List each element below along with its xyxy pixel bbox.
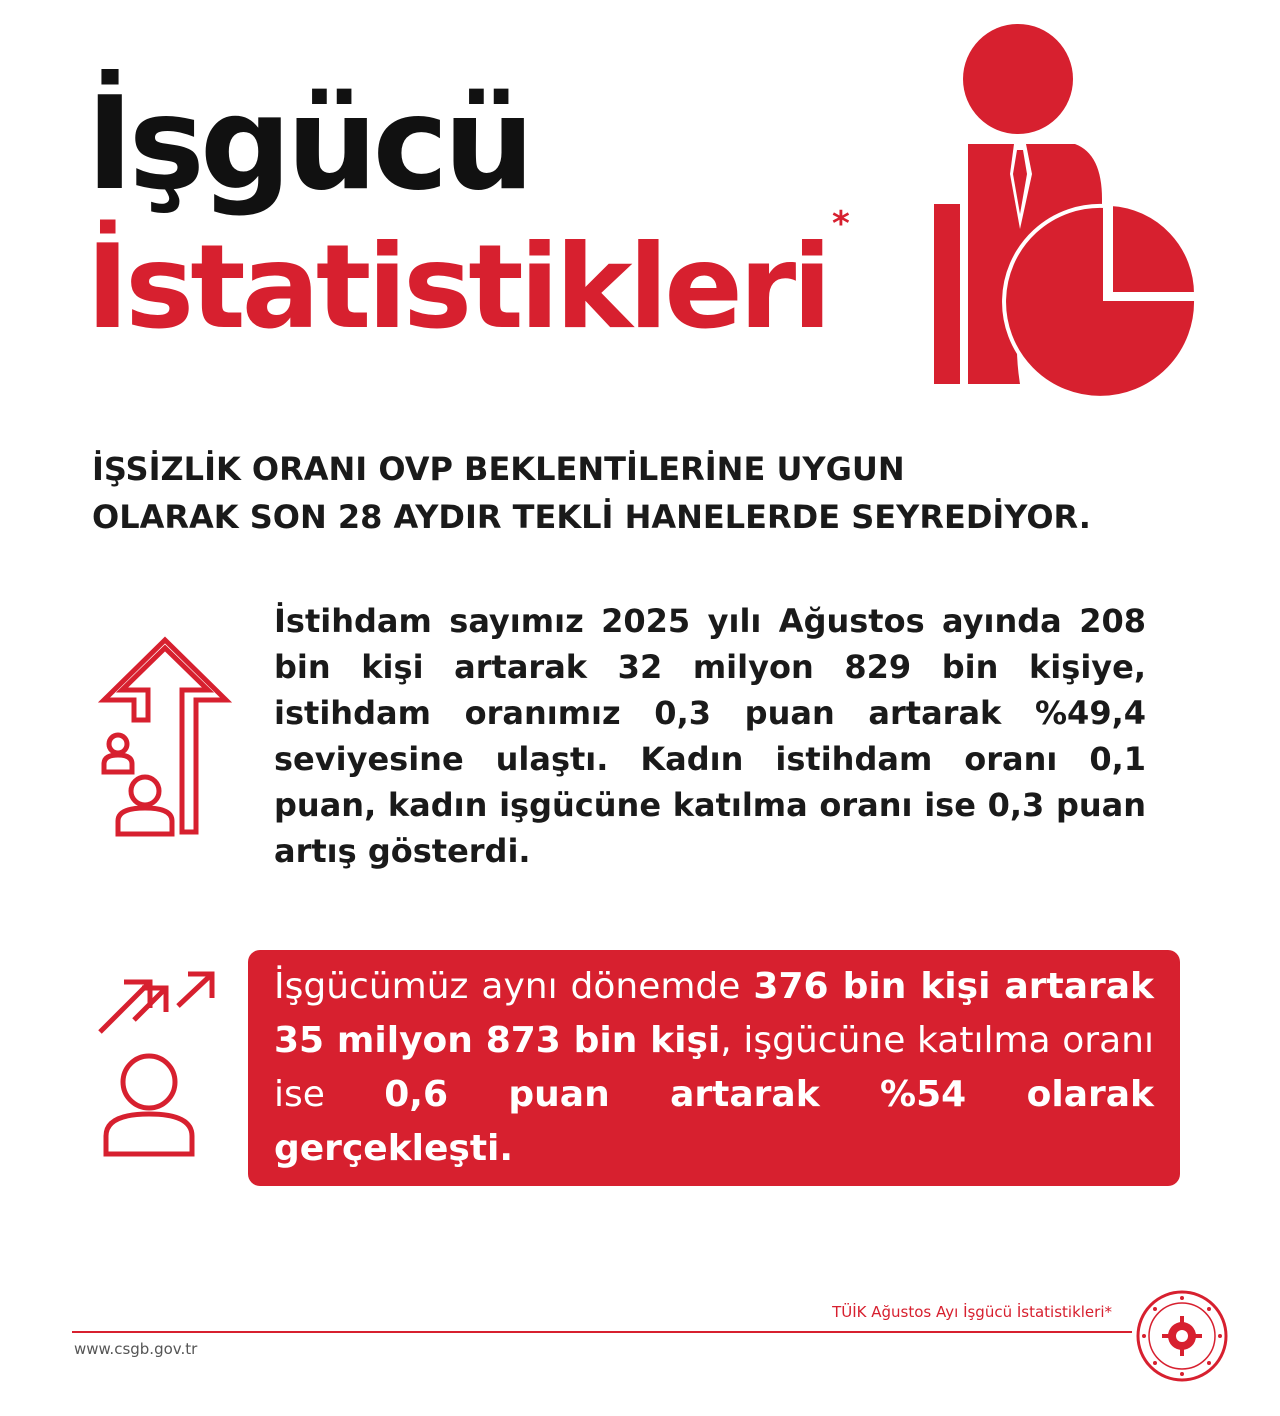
headline-line1: İŞSİZLİK ORANI OVP BEKLENTİLERİNE UYGUN xyxy=(92,450,905,488)
workforce-paragraph xyxy=(274,960,1154,1176)
workforce-text-bold1: 376 bin kişi artarak 35 milyon 873 bin kişi xyxy=(274,966,1154,1061)
employment-paragraph: İstihdam sayımız 2025 yılı Ağustos ayında 208 bin kişi artarak 32 milyon 829 bin kişiye, istihdam oranımız 0,3 puan artarak %49,4 seviyesine ulaştı. Kadın istihdam oranı 0,1 puan, kadın işgücüne katılma oranı ise 0,3 puan artış gösterdi. xyxy=(274,602,1146,870)
workforce-text-bold2: 0,6 puan artarak %54 olarak gerçekleşti. xyxy=(274,1074,1154,1169)
source-note: TÜİK Ağustos Ayı İşgücü İstatistikleri* xyxy=(832,1303,1112,1321)
ministry-seal-logo xyxy=(1136,1290,1228,1382)
title-asterisk: * xyxy=(832,204,850,244)
title-line2: İstatistikleri xyxy=(86,220,828,355)
website-link[interactable]: www.csgb.gov.tr xyxy=(74,1340,198,1358)
title-line1: İşgücü xyxy=(86,70,530,219)
footer-divider xyxy=(72,1331,1132,1333)
businessman-pie-chart-icon xyxy=(930,24,1210,404)
employment-growth-icon xyxy=(98,634,238,844)
headline xyxy=(92,445,1212,541)
workforce-text-part2: , işgücüne katılma oranı ise xyxy=(274,1020,1154,1115)
workforce-text-part1: İşgücümüz aynı dönemde xyxy=(274,966,754,1007)
workforce-growth-icon xyxy=(94,966,224,1166)
headline-line2: OLARAK SON 28 AYDIR TEKLİ HANELERDE SEYREDİYOR. xyxy=(92,498,1091,536)
